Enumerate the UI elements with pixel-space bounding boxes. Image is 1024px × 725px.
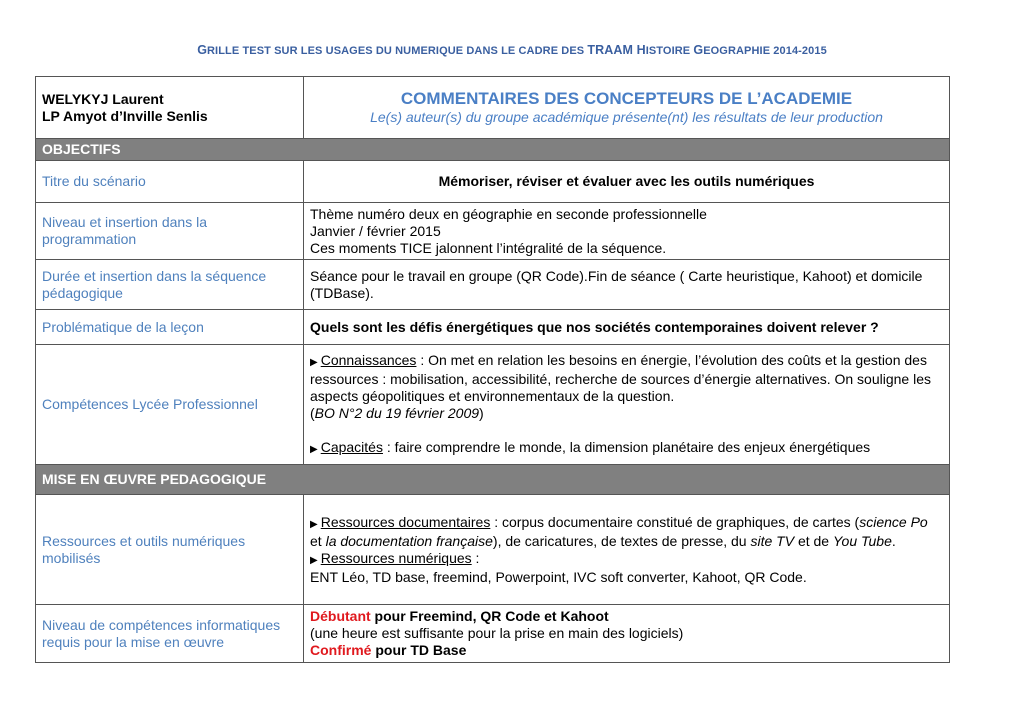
ressources-num-label: Ressources numériques xyxy=(320,549,472,566)
connaissances-paragraph xyxy=(310,352,943,405)
doc-italic: la documentation française xyxy=(325,532,493,549)
ressources-doc-paragraph xyxy=(310,514,943,550)
row-niveau xyxy=(36,203,950,260)
arrow-right-icon: ▶ xyxy=(310,518,318,530)
document-title xyxy=(0,43,1024,57)
title-part: ISTOIRE xyxy=(645,45,694,57)
connaissances-text: : On met en relation les besoins en énergie, l’évolution des coûts et la gestion des ressources : mobilisation, accessibilité, recherche de sources d’énergie alternatives. On souligne les aspects géopolitiques et environnementaux de la question. xyxy=(310,351,931,404)
doc-text: : corpus documentaire constitué de graphiques, de cartes ( xyxy=(490,513,860,530)
debutant-rest: pour Freemind, QR Code et Kahoot xyxy=(370,608,609,624)
duree-value: Séance pour le travail en groupe (QR Code).Fin de séance ( Carte heuristique, Kahoot) et domicile (TDBase). xyxy=(304,260,950,310)
doc-italic: site TV xyxy=(750,532,795,549)
section-label: OBJECTIFS xyxy=(36,139,950,161)
competences-value xyxy=(304,345,950,465)
bo-open: ( xyxy=(310,404,315,421)
capacites-paragraph xyxy=(310,439,943,458)
confirme-rest: pour TD Base xyxy=(371,642,467,658)
row-competences xyxy=(36,345,950,465)
header-row xyxy=(36,77,950,139)
ressources-doc-label: Ressources documentaires xyxy=(320,513,491,530)
row-label: Compétences Lycée Professionnel xyxy=(36,345,304,465)
concepteurs-subtitle: Le(s) auteur(s) du groupe académique présente(nt) les résultats de leur production xyxy=(370,109,883,125)
row-titre xyxy=(36,161,950,203)
niveau-line: Thème numéro deux en géographie en seconde professionnelle xyxy=(310,205,707,222)
niveau-info-note: (une heure est suffisante pour la prise en main des logiciels) xyxy=(310,625,684,641)
author-name: WELYKYJ Laurent xyxy=(42,90,164,107)
ressources-num-list: ENT Léo, TD base, freemind, Powerpoint, IVC soft converter, Kahoot, QR Code. xyxy=(310,568,807,585)
debutant-line xyxy=(310,608,943,625)
row-label: Ressources et outils numériques mobilisés xyxy=(36,495,304,605)
row-duree xyxy=(36,260,950,310)
doc-text: et de xyxy=(794,532,833,549)
arrow-right-icon: ▶ xyxy=(310,554,318,566)
doc-text: . xyxy=(891,532,896,549)
title-part: TRAAM H xyxy=(587,43,646,57)
row-ressources xyxy=(36,495,950,605)
bo-ref: BO N°2 du 19 février 2009 xyxy=(314,404,480,421)
row-label: Durée et insertion dans la séquence pédagogique xyxy=(36,260,304,310)
doc-text: et xyxy=(310,532,326,549)
capacites-text: : faire comprendre le monde, la dimension planétaire des enjeux énergétiques xyxy=(382,438,871,455)
title-part: G xyxy=(197,43,208,57)
row-value xyxy=(304,203,950,260)
author-school: LP Amyot d’Inville Senlis xyxy=(42,107,208,124)
bo-reference xyxy=(310,405,943,422)
row-label: Problématique de la leçon xyxy=(36,310,304,345)
ressources-value xyxy=(304,495,950,605)
row-problematique xyxy=(36,310,950,345)
row-label: Titre du scénario xyxy=(36,161,304,203)
title-part: EOGRAPHIE 2014-2015 xyxy=(703,45,827,57)
num-colon: : xyxy=(471,549,480,566)
title-part: RILLE TEST SUR LES USAGES DU NUMERIQUE DANS LE CADRE DES xyxy=(207,45,588,57)
row-niveau-info xyxy=(36,605,950,663)
confirme-label: Confirmé xyxy=(310,642,372,658)
capacites-label: Capacités xyxy=(320,438,383,455)
arrow-right-icon: ▶ xyxy=(310,356,318,368)
doc-italic: You Tube xyxy=(832,532,892,549)
concepteurs-cell xyxy=(304,77,950,139)
evaluation-grid-table xyxy=(35,76,950,663)
problematique-value: Quels sont les défis énergétiques que nos sociétés contemporaines doivent relever ? xyxy=(304,310,950,345)
doc-text: ), de caricatures, de textes de presse, du xyxy=(492,532,751,549)
debutant-label: Débutant xyxy=(310,608,371,624)
scenario-title: Mémoriser, réviser et évaluer avec les outils numériques xyxy=(304,161,950,203)
section-mise-en-oeuvre xyxy=(36,465,950,495)
niveau-line: Ces moments TICE jalonnent l’intégralité de la séquence. xyxy=(310,239,667,256)
confirme-line xyxy=(310,642,943,659)
section-objectifs xyxy=(36,139,950,161)
author-cell xyxy=(36,77,304,139)
niveau-line: Janvier / février 2015 xyxy=(310,222,441,239)
arrow-right-icon: ▶ xyxy=(310,443,318,455)
niveau-info-value xyxy=(304,605,950,663)
section-label: MISE EN ŒUVRE PEDAGOGIQUE xyxy=(36,465,950,495)
bo-close: ) xyxy=(479,404,484,421)
doc-italic: science Po xyxy=(859,513,928,530)
title-part: G xyxy=(693,43,704,57)
row-label: Niveau et insertion dans la programmation xyxy=(36,203,304,260)
row-label: Niveau de compétences informatiques requis pour la mise en œuvre xyxy=(36,605,304,663)
connaissances-label: Connaissances xyxy=(320,351,417,368)
ressources-num-paragraph xyxy=(310,550,943,569)
concepteurs-title: COMMENTAIRES DES CONCEPTEURS DE L’ACADEMIE xyxy=(400,89,853,108)
